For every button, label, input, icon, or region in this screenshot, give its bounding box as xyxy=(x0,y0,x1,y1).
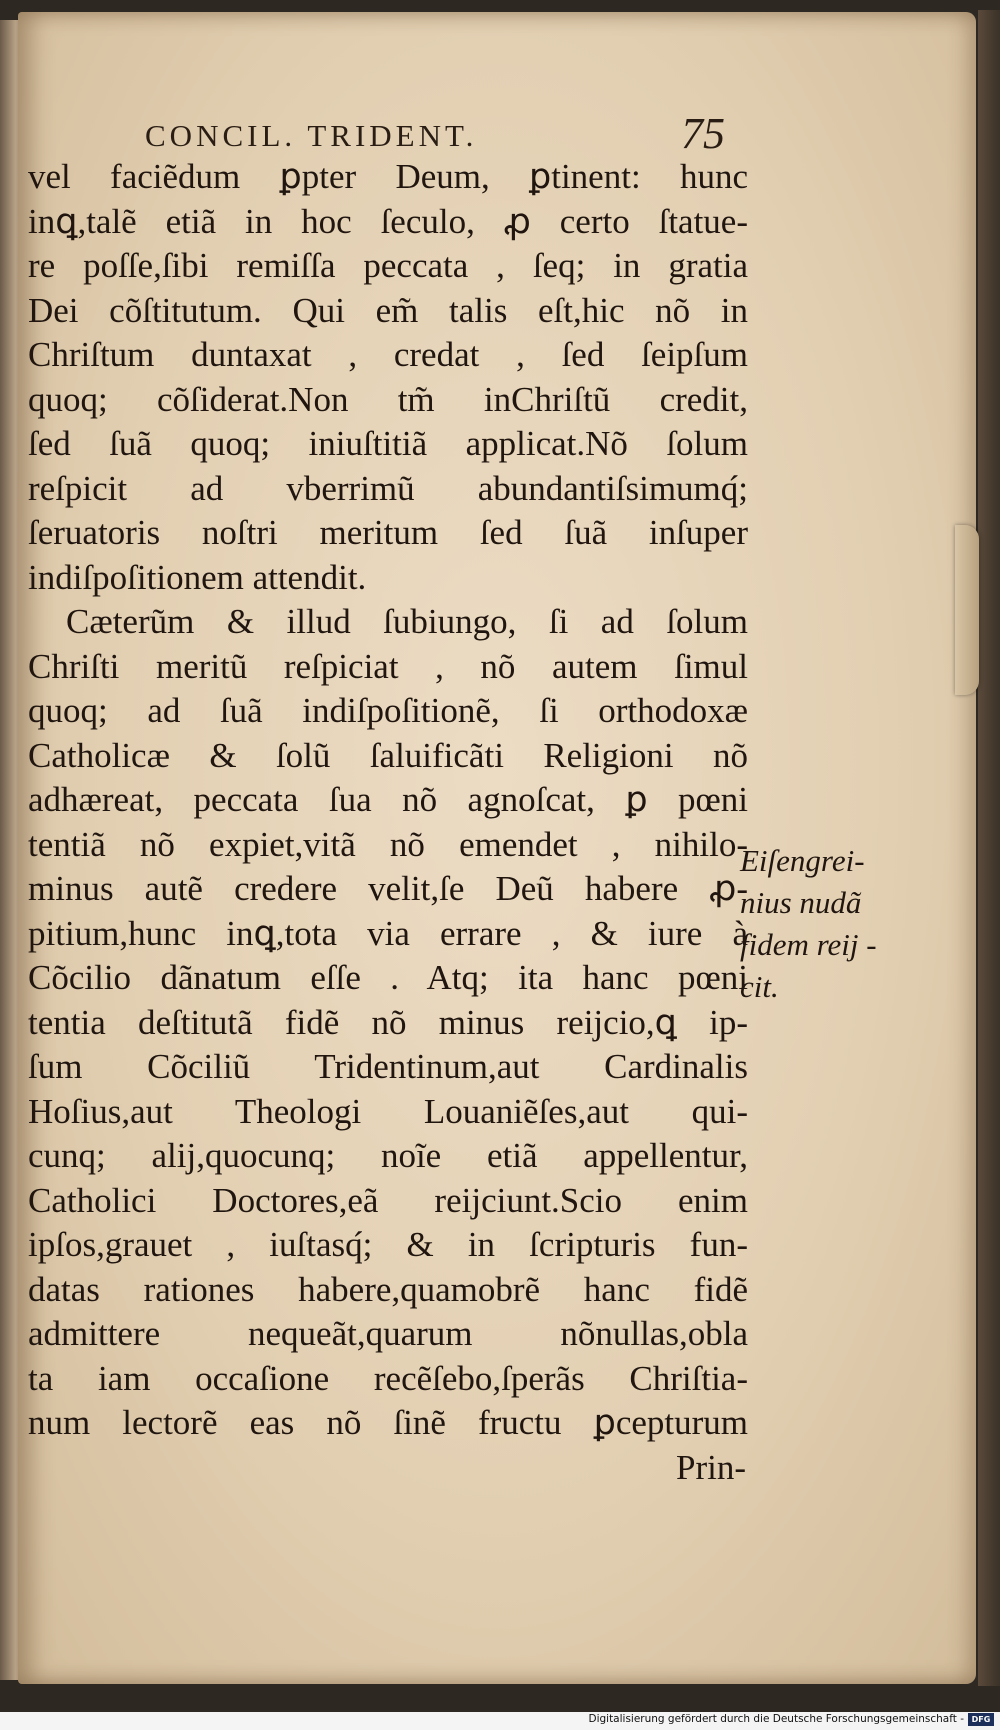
text-line: indiſpoſitionem attendit. xyxy=(28,557,367,597)
text-line: quoq; cõſiderat.Non tm̃ inChriſtũ credit, xyxy=(28,379,748,419)
text-line: minus autẽ credere velit,ſe Deũ habere ꝓ- xyxy=(28,869,748,908)
text-line: ſeruatoris noſtri meritum ſed ſuã inſuper xyxy=(28,513,748,552)
footer-credit: Digitalisierung gefördert durch die Deutsche Forschungsgemeinschaft - xyxy=(588,1713,964,1725)
text-line: Chriſti meritũ reſpiciat , nõ autem ſimul xyxy=(28,646,748,686)
text-line: adhæreat, peccata ſua nõ agnoſcat, ꝑ pœni xyxy=(28,780,748,819)
text-line: Cõcilio dãnatum eſſe . Atq; ita hanc pœni xyxy=(28,958,748,997)
running-head xyxy=(145,108,725,158)
marginal-note xyxy=(740,840,900,1008)
text-line: reſpicit ad vberrimũ abundantiſsimumq́; xyxy=(28,468,748,508)
text-line: Dei cõſtitutum. Qui em̃ talis eſt,hic nõ in xyxy=(28,290,748,330)
text-line: tentia deſtitutã fidẽ nõ minus reijcio,ꝗ ip- xyxy=(28,1002,748,1042)
dfg-logo: DFG xyxy=(968,1713,994,1726)
text-line: Catholicæ & ſolũ ſaluificãti Religioni nõ xyxy=(28,735,748,775)
book-fore-edge xyxy=(978,10,1000,1686)
text-line: re poſſe,ſibi remiſſa peccata , ſeq; in gratia xyxy=(28,246,748,285)
text-line: Chriſtum duntaxat , credat , ſed ſeipſum xyxy=(28,335,748,374)
marginal-note-line: fidem reij - xyxy=(740,927,877,962)
text-line: tentiã nõ expiet,vitã nõ emendet , nihilo- xyxy=(28,824,748,864)
text-line: quoq; ad ſuã indiſpoſitionẽ, ſi orthodoxæ xyxy=(28,691,748,730)
text-line: num lectorẽ eas nõ ſinẽ fructu ꝑcepturum xyxy=(28,1403,748,1442)
body-text xyxy=(28,155,748,1490)
text-line: Hoſius,aut Theologi Louaniẽſes,aut qui- xyxy=(28,1091,748,1131)
marginal-note-line: nius nudã xyxy=(740,885,862,920)
text-line: ſum Cõciliũ Tridentinum,aut Cardinalis xyxy=(28,1047,748,1086)
marginal-note-line: cit. xyxy=(740,969,779,1004)
catchword: Prin- xyxy=(676,1447,746,1487)
text-line: pitium,hunc inꝗ,tota via errare , & iure à xyxy=(28,913,748,953)
text-line: inꝗ,talẽ etiã in hoc ſeculo, ꝓ certo ſtatue- xyxy=(28,201,748,241)
text-line: Catholici Doctores,eã reijciunt.Scio enim xyxy=(28,1180,748,1220)
text-line: Cæterũm & illud ſubiungo, ſi ad ſolum xyxy=(66,602,748,641)
page-number: 75 xyxy=(681,109,725,158)
text-line: cunq; alij,quocunq; noĩe etiã appellentur, xyxy=(28,1136,748,1175)
text-line: datas rationes habere,quamobrẽ hanc fidẽ xyxy=(28,1269,748,1309)
text-line: ta iam occaſione recẽſebo,ſperãs Chriſtia- xyxy=(28,1358,748,1398)
marginal-note-line: Eiſengrei- xyxy=(740,843,865,878)
text-line: vel faciẽdum ꝑpter Deum, ꝑtinent: hunc xyxy=(28,157,748,196)
text-line: ſed ſuã quoq; iniuſtitiã applicat.Nõ ſolum xyxy=(28,424,748,463)
text-line: admittere nequeãt,quarum nõnullas,obla xyxy=(28,1314,748,1353)
running-title: CONCIL. TRIDENT. xyxy=(145,118,478,153)
text-line: ipſos,grauet , iuſtasq́; & in ſcripturis fun- xyxy=(28,1225,748,1264)
page-clip xyxy=(955,525,979,695)
